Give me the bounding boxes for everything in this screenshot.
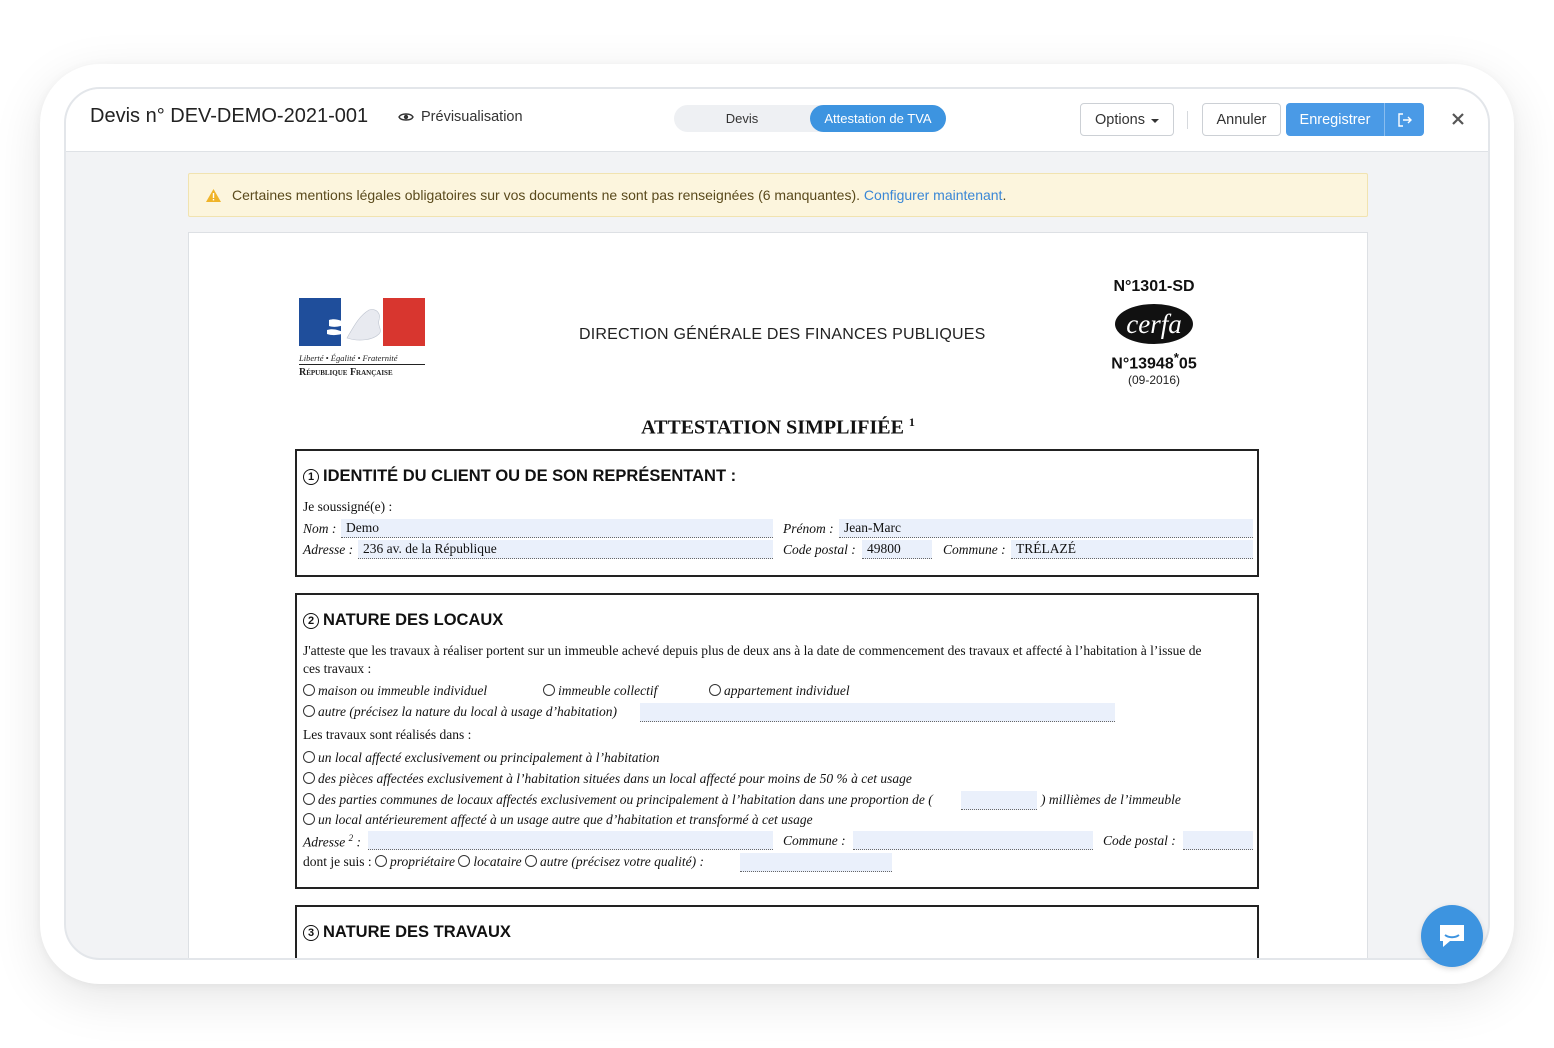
preview-label: Prévisualisation	[421, 109, 523, 125]
section-nature-locaux	[295, 593, 1259, 889]
preview-link[interactable]	[398, 109, 523, 125]
commune-label: Commune :	[943, 542, 1006, 557]
alert-text	[232, 187, 1006, 203]
autre-local-field[interactable]	[640, 703, 1115, 722]
section1-intro: Je soussigné(e) :	[303, 499, 393, 514]
option-local-anterieur[interactable]	[303, 812, 813, 828]
qualite-line	[303, 854, 704, 870]
configure-now-link[interactable]: Configurer maintenant	[863, 187, 1003, 203]
attestation-title-note: 1	[908, 415, 915, 429]
travaux-cp-field[interactable]	[1183, 831, 1253, 850]
radio-autre-qualite[interactable]	[525, 855, 537, 867]
marianne-motto: Liberté • Égalité • Fraternité	[299, 353, 425, 365]
travaux-cp-label: Code postal :	[1103, 833, 1176, 848]
section1-number: 1	[303, 469, 319, 485]
app-window	[64, 87, 1490, 960]
export-button[interactable]	[1384, 103, 1424, 136]
qualite-label: dont je suis :	[303, 854, 372, 869]
travaux-adresse-label	[303, 833, 361, 851]
document-type-toggle	[674, 105, 946, 132]
options-label: Options	[1095, 111, 1145, 128]
marianne-country: République Française	[299, 367, 393, 378]
cerfa-form-suffix: 05	[1178, 355, 1197, 373]
option-autre-local[interactable]	[303, 704, 617, 720]
option-locataire[interactable]	[458, 854, 521, 869]
section2-intro-2: ces travaux :	[303, 661, 372, 676]
nom-label: Nom :	[303, 521, 337, 536]
option-pieces-label: des pièces affectées exclusivement à l’habitation situées dans un local affecté pour moins de 50 % à cet usage	[318, 771, 912, 786]
option-autre-qualite-label: autre (précisez votre qualité) :	[540, 854, 704, 869]
option-proprietaire[interactable]	[375, 854, 455, 869]
option-parties-communes-label: des parties communes de locaux affectés exclusivement ou principalement à l’habitation dans une proportion de (	[318, 792, 933, 807]
section2-heading	[303, 611, 503, 630]
prenom-label: Prénom :	[783, 521, 834, 536]
adresse-label: Adresse :	[303, 542, 354, 557]
travaux-adresse-note: 2	[348, 833, 354, 843]
alert-message: Certaines mentions légales obligatoires sur vos documents ne sont pas renseignées (6 manquantes).	[232, 187, 861, 203]
export-icon	[1397, 113, 1413, 127]
radio-autre-local[interactable]	[303, 705, 315, 717]
option-local-anterieur-label: un local antérieurement affecté à un usage autre que d’habitation et transformé à cet usage	[318, 812, 813, 827]
attestation-title	[189, 415, 1367, 440]
cerfa-number: N°1301-SD	[1113, 278, 1195, 295]
divider	[1187, 111, 1188, 129]
cerfa-block	[1079, 278, 1229, 387]
chat-launcher[interactable]	[1421, 905, 1483, 967]
option-maison[interactable]	[303, 683, 487, 699]
close-button[interactable]	[1444, 105, 1472, 133]
options-dropdown[interactable]	[1080, 103, 1174, 136]
radio-collectif[interactable]	[543, 684, 555, 696]
cerfa-form-star: *	[1173, 350, 1179, 365]
save-button-group	[1286, 103, 1424, 136]
warning-icon	[205, 188, 222, 203]
section1-heading	[303, 467, 736, 486]
radio-maison[interactable]	[303, 684, 315, 696]
milliemes-suffix: ) millièmes de l’immeuble	[1041, 792, 1181, 807]
option-parties-communes[interactable]	[303, 792, 933, 808]
cerfa-form-number	[1079, 350, 1229, 373]
cerfa-date: (09-2016)	[1127, 373, 1181, 388]
adresse-field[interactable]: 236 av. de la République	[358, 540, 773, 559]
cerfa-logo: cerfa	[1115, 304, 1193, 344]
option-autre-qualite[interactable]	[525, 854, 704, 869]
option-pieces[interactable]	[303, 771, 912, 787]
radio-local-habitation[interactable]	[303, 751, 315, 763]
save-button[interactable]: Enregistrer	[1299, 111, 1371, 128]
radio-appartement[interactable]	[709, 684, 721, 696]
radio-locataire[interactable]	[458, 855, 470, 867]
attestation-title-text: ATTESTATION SIMPLIFIÉE	[641, 416, 904, 439]
tab-devis[interactable]: Devis	[725, 111, 759, 126]
option-locataire-label: locataire	[473, 854, 522, 869]
cp-field[interactable]: 49800	[862, 540, 932, 559]
section-nature-travaux	[295, 905, 1259, 960]
section-client-identity	[295, 449, 1259, 577]
travaux-commune-label: Commune :	[783, 833, 846, 848]
cancel-button[interactable]: Annuler	[1202, 103, 1281, 136]
option-local-habitation-label: un local affecté exclusivement ou principalement à l’habitation	[318, 750, 660, 765]
directorate-title: DIRECTION GÉNÉRALE DES FINANCES PUBLIQUES	[579, 326, 986, 343]
section3-number: 3	[303, 925, 319, 941]
option-proprietaire-label: propriétaire	[390, 854, 456, 869]
attestation-document	[188, 232, 1368, 960]
caret-down-icon	[1151, 119, 1159, 123]
section1-title: IDENTITÉ DU CLIENT OU DE SON REPRÉSENTANT :	[323, 467, 737, 485]
option-collectif-label: immeuble collectif	[558, 683, 658, 698]
document-title: Devis n° DEV-DEMO-2021-001	[90, 105, 369, 127]
cerfa-form-main: N°13948	[1111, 355, 1174, 373]
travaux-adresse-field[interactable]	[368, 831, 773, 850]
option-local-habitation[interactable]	[303, 750, 660, 766]
section2-intro-1: J'atteste que les travaux à réaliser portent sur un immeuble achevé depuis plus de deux ans à la date de commencement des travaux et affecté à l’habitation à l’issue de	[303, 643, 1202, 658]
section3-title: NATURE DES TRAVAUX	[323, 923, 511, 941]
cp-label: Code postal :	[783, 542, 856, 557]
eye-icon	[398, 109, 414, 125]
option-collectif[interactable]	[543, 683, 657, 699]
travaux-intro: Les travaux sont réalisés dans :	[303, 727, 472, 742]
travaux-adresse-colon: :	[356, 834, 361, 850]
option-maison-label: maison ou immeuble individuel	[318, 683, 488, 698]
commune-field[interactable]: TRÉLAZÉ	[1011, 540, 1253, 559]
top-bar	[66, 89, 1488, 152]
alert-suffix: .	[1002, 187, 1007, 203]
radio-local-anterieur[interactable]	[303, 813, 315, 825]
close-icon	[1451, 112, 1465, 126]
nom-field[interactable]: Demo	[341, 519, 773, 538]
section2-number: 2	[303, 613, 319, 629]
section3-heading	[303, 923, 511, 942]
milliemes-field[interactable]	[961, 791, 1037, 810]
legal-mentions-alert	[188, 173, 1368, 217]
travaux-adresse-label-text: Adresse	[303, 834, 346, 850]
option-appartement-label: appartement individuel	[724, 683, 850, 698]
autre-qualite-field[interactable]	[740, 853, 892, 872]
prenom-field[interactable]: Jean-Marc	[839, 519, 1253, 538]
option-appartement[interactable]	[709, 683, 850, 699]
radio-pieces[interactable]	[303, 772, 315, 784]
radio-proprietaire[interactable]	[375, 855, 387, 867]
republique-logo	[299, 298, 425, 378]
section2-title: NATURE DES LOCAUX	[323, 611, 504, 629]
chat-icon	[1437, 922, 1467, 950]
option-autre-local-label: autre (précisez la nature du local à usage d’habitation)	[318, 704, 617, 719]
travaux-commune-field[interactable]	[853, 831, 1093, 850]
tab-attestation-tva[interactable]: Attestation de TVA	[810, 105, 946, 132]
radio-parties-communes[interactable]	[303, 793, 315, 805]
